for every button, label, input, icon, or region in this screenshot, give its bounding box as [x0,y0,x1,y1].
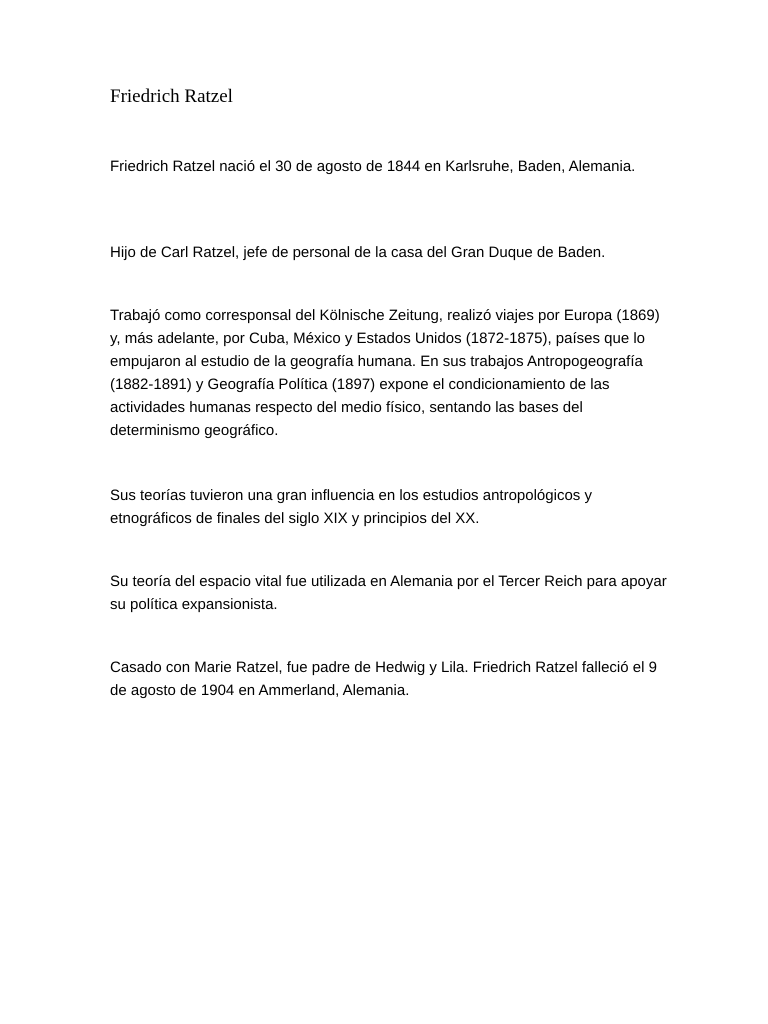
paragraph-family-death: Casado con Marie Ratzel, fue padre de Hedwig y Lila. Friedrich Ratzel falleció el 9 de agosto de 1904 en Ammerland, Alemania. [110,659,657,699]
paragraph-influence: Sus teorías tuvieron una gran influencia en los estudios antropológicos y etnográficos de finales del siglo XIX y principios del XX. [110,487,592,527]
paragraph-parentage: Hijo de Carl Ratzel, jefe de personal de la casa del Gran Duque de Baden. [110,244,606,261]
paragraph-lebensraum: Su teoría del espacio vital fue utilizada en Alemania por el Tercer Reich para apoyar su política expansionista. [110,573,667,613]
paragraph-birth: Friedrich Ratzel nació el 30 de agosto de 1844 en Karlsruhe, Baden, Alemania. [110,158,636,175]
document-title: Friedrich Ratzel [110,86,233,107]
paragraph-career: Trabajó como corresponsal del Kölnische Zeitung, realizó viajes por Europa (1869) y, más adelante, por Cuba, México y Estados Unidos (1872-1875), países que lo empujaron al estudio de la geografía humana. En sus trabajos Antropogeografía (1882-1891) y Geografía Política (1897) expone el condicionamiento de las actividades humanas respecto del medio físico, sentando las bases del determinismo geográfico. [110,307,660,439]
